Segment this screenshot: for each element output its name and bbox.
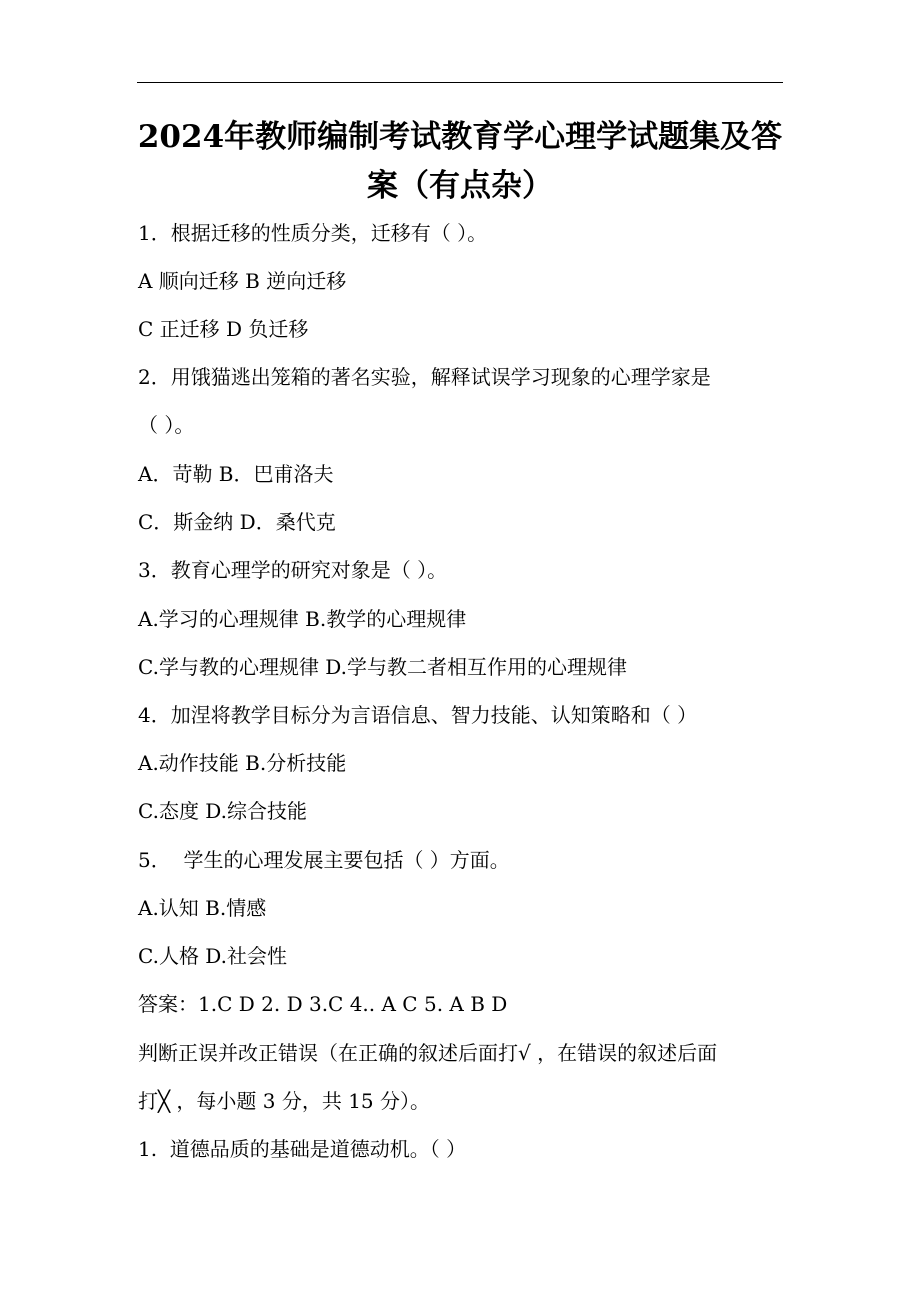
document-title-line-2: 案（有点杂） (367, 168, 553, 204)
question-4: 4．加涅将教学目标分为言语信息、智力技能、认知策略和（ ） (138, 703, 698, 727)
question-1-options-ab: A 顺向迁移 B 逆向迁移 (138, 269, 347, 293)
question-1: 1．根据迁移的性质分类，迁移有（ ）。 (138, 221, 488, 245)
question-2-options-ab: A．苛勒 B．巴甫洛夫 (138, 462, 334, 486)
answer-key: 答案：1.C D 2. D 3.C 4.. A C 5. A B D (138, 992, 508, 1016)
true-false-instructions-continuation: 打╳ ，每小题 3 分，共 15 分）。 (138, 1089, 431, 1113)
true-false-instructions: 判断正误并改正错误（在正确的叙述后面打√ ，在错误的叙述后面 (138, 1041, 718, 1065)
question-4-options-ab: A.动作技能 B.分析技能 (138, 751, 347, 775)
question-2: 2．用饿猫逃出笼箱的著名实验，解释试误学习现象的心理学家是 (138, 365, 711, 389)
question-2-continuation: （ ）。 (138, 413, 195, 437)
question-3-options-ab: A.学习的心理规律 B.教学的心理规律 (138, 607, 467, 631)
question-2-options-cd: C．斯金纳 D．桑代克 (138, 510, 336, 534)
question-4-options-cd: C.态度 D.综合技能 (138, 799, 307, 823)
question-1-options-cd: C 正迁移 D 负迁移 (138, 317, 309, 341)
question-3: 3．教育心理学的研究对象是（ ）。 (138, 558, 448, 582)
question-5: 5． 学生的心理发展主要包括（ ）方面。 (138, 848, 510, 872)
header-rule (137, 82, 783, 83)
document-title-line-1: 2024年教师编制考试教育学心理学试题集及答 (137, 119, 783, 155)
question-5-options-ab: A.认知 B.情感 (138, 896, 267, 920)
question-5-options-cd: C.人格 D.社会性 (138, 944, 287, 968)
true-false-question-1: 1. 道德品质的基础是道德动机。（ ） (138, 1137, 467, 1161)
question-3-options-cd: C.学与教的心理规律 D.学与教二者相互作用的心理规律 (138, 655, 627, 679)
